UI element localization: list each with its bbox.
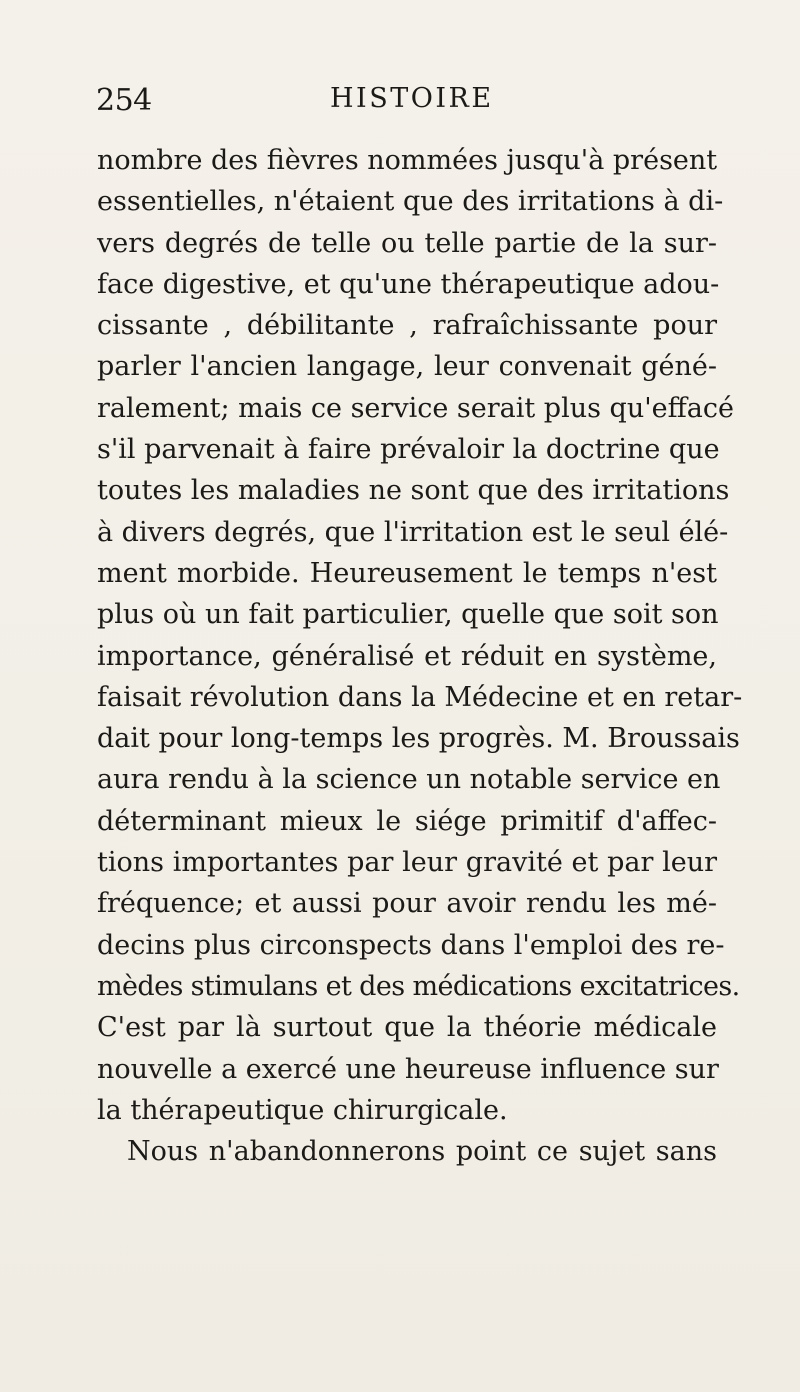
text-line: à divers degrés, que l'irritation est le seul élé-: [97, 516, 729, 548]
running-head: HISTOIRE: [330, 83, 494, 114]
text-line: plus où un fait particulier, quelle que soit son: [97, 599, 719, 631]
text-line: essentielles, n'étaient que des irritations à di-: [97, 186, 724, 218]
text-line: nombre des fièvres nommées jusqu'à présent: [97, 145, 718, 176]
page-number: 254: [96, 83, 152, 118]
text-line: face digestive, et qu'une thérapeutique adou-: [97, 268, 720, 300]
text-line: déterminant mieux le siége primitif d'affec-: [97, 805, 717, 837]
text-line: s'il parvenait à faire prévaloir la doctrine que: [97, 434, 720, 466]
text-line: mèdes stimulans et des médications excitatrices.: [97, 970, 740, 1002]
text-line: cissante , débilitante , rafraîchissante pour: [97, 310, 717, 342]
text-line: nouvelle a exercé une heureuse influence sur: [97, 1053, 719, 1085]
text-line: decins plus circonspects dans l'emploi des re-: [97, 929, 725, 961]
text-line: parler l'ancien langage, leur convenait géné-: [97, 351, 717, 383]
paragraph-start-line: Nous n'abandonnerons point ce sujet sans: [127, 1136, 717, 1168]
text-line: C'est par là surtout que la théorie médicale: [97, 1012, 717, 1044]
text-line: faisait révolution dans la Médecine et en retar-: [97, 681, 743, 713]
text-line: vers degrés de telle ou telle partie de la sur-: [97, 227, 717, 259]
text-line: ralement; mais ce service serait plus qu'effacé: [97, 392, 734, 424]
text-line: toutes les maladies ne sont que des irritations: [97, 475, 730, 507]
text-line: fréquence; et aussi pour avoir rendu les mé-: [97, 888, 717, 920]
text-line: tions importantes par leur gravité et par leur: [97, 847, 717, 879]
body-text: [97, 140, 743, 1172]
page-header: [96, 83, 736, 123]
text-line: importance, généralisé et réduit en système,: [97, 640, 717, 672]
paragraph-end-line: la thérapeutique chirurgicale.: [97, 1094, 508, 1126]
text-line: dait pour long-temps les progrès. M. Broussais: [97, 723, 740, 755]
text-line: aura rendu à la science un notable service en: [97, 764, 721, 796]
text-line: ment morbide. Heureusement le temps n'est: [97, 557, 717, 589]
